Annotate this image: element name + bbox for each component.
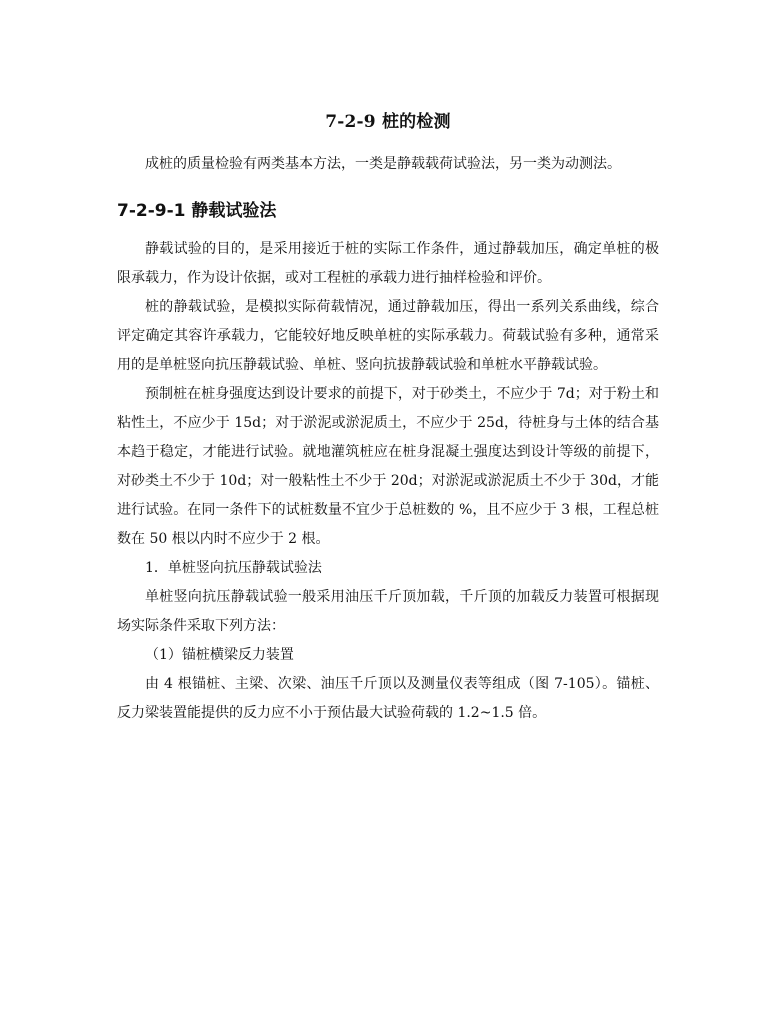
paragraph-purpose: 静载试验的目的，是采用接近于桩的实际工作条件，通过静载加压，确定单桩的极限承载力，作为设计依据，或对工程桩的承载力进行抽样检验和评价。 (117, 241, 659, 286)
paragraph-static-test: 桩的静载试验，是模拟实际荷载情况，通过静载加压，得出一系列关系曲线，综合评定确定其容许承载力，它能较好地反映单桩的实际承载力。荷载试验有多种，通常采用的是单桩竖向抗压静载试验、单桩、竖向抗拔静载试验和单桩水平静载试验。 (117, 299, 659, 373)
list-item-anchor-pile-device: （1）锚桩横梁反力装置 (145, 647, 294, 663)
page-title: 7-2-9 桩的检测 (325, 112, 451, 132)
paragraph-test-conditions: 预制桩在桩身强度达到设计要求的前提下，对于砂类土，不应少于 7d；对于粉土和粘性土，不应少于 15d；对于淤泥或淤泥质土，不应少于 25d，待桩身与土体的结合基本趋于稳定，才能进行试验。就地灌筑桩应在桩身混凝土强度达到设计等级的前提下，对砂类土不少于 10d；对一般粘性土不少于 20d；对淤泥或淤泥质土不少于 30d，才能进行试验。在同一条件下的试桩数量不宜少于总桩数的 %，且不应少于 3 根，工程总桩数在 50 根以内时不应少于 2 根。 (117, 386, 659, 547)
paragraph-device-composition: 由 4 根锚桩、主梁、次梁、油压千斤顶以及测量仪表等组成（图 7-105）。锚桩、反力梁装置能提供的反力应不小于预估最大试验荷载的 1.2~1.5 倍。 (117, 676, 659, 721)
paragraph-loading-method: 单桩竖向抗压静载试验一般采用油压千斤顶加载，千斤顶的加载反力装置可根据现场实际条件采取下列方法： (117, 589, 659, 634)
document-content (117, 108, 659, 728)
list-item-method-1: 1．单桩竖向抗压静载试验法 (145, 560, 322, 576)
section-title: 7-2-9-1 静载试验法 (117, 201, 277, 221)
intro-paragraph: 成桩的质量检验有两类基本方法，一类是静载载荷试验法，另一类为动测法。 (145, 156, 621, 172)
